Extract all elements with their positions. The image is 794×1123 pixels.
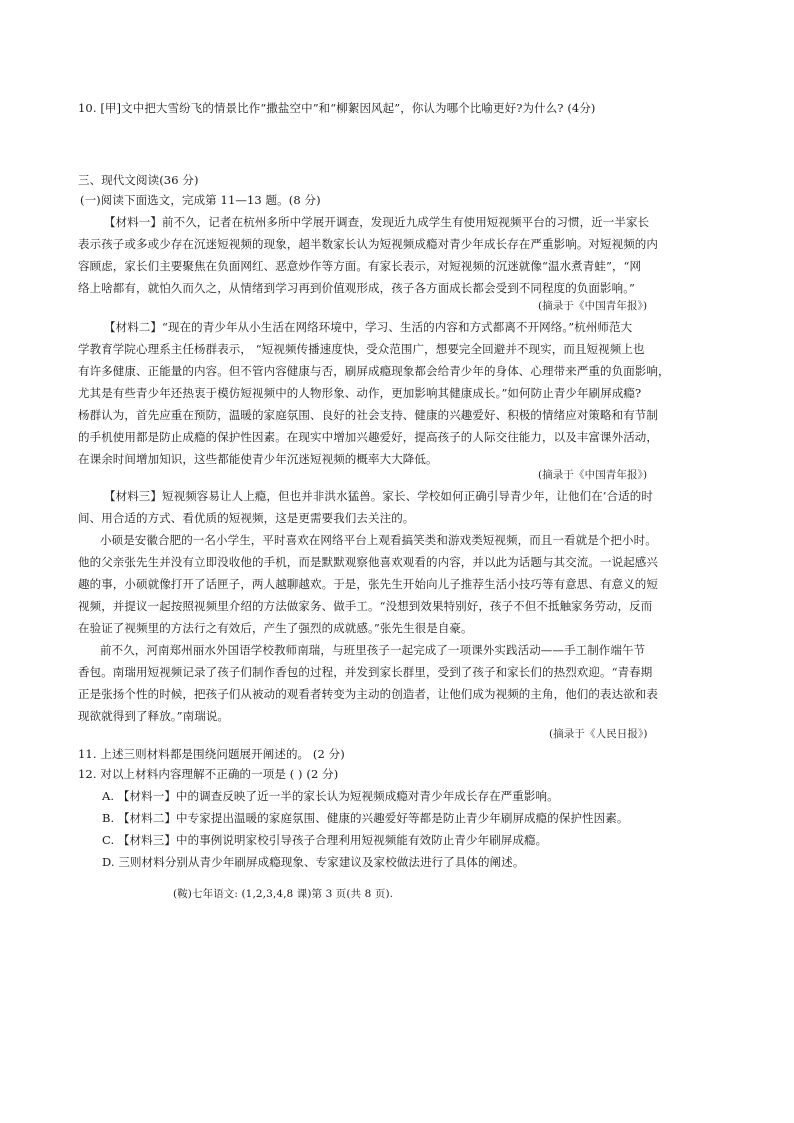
material-3-line: 【材料三】短视频容易让人上瘾，但也并非洪水猛兽。家长、学校如何正确引导青少年，让他们在’合适的时 xyxy=(104,489,653,503)
paragraph-line: 视频，并提议一起按照视频里介绍的方法做家务、做手工。“没想到效果特别好，孩子不但不抵触家务劳动，反而 xyxy=(78,599,653,613)
material-2-line: 杨群认为，首先应重在预防，温暖的家庭氛围、良好的社会支持、健康的兴趣爱好、积极的情绪应对策略和有节制 xyxy=(78,408,658,422)
material-3-line: 间、用合适的方式、看优质的短视频，这是更需要我们去关注的。 xyxy=(78,511,415,525)
sub-section-title: (一)阅读下面选文，完成第 11—13 题。(8 分) xyxy=(80,193,321,207)
material-1-line: 表示孩子或多或少存在沉迷短视频的现象，超半数家长认为短视频成瘾对青少年成长存在严重影响。对短视频的内 xyxy=(78,237,658,251)
option-c: C. 【材料三】中的事例说明家校引导孩子合理利用短视频能有效防止青少年刷屏成瘾。 xyxy=(102,833,548,847)
material-1-line: 络上啥都有，就怕久而久之，从情绪到学习再到价值观形成，孩子各方面成长都会受到不同程度的负面影响。” xyxy=(78,281,636,295)
option-d: D. 三则材料分别从青少年刷屏成瘾现象、专家建议及家校做法进行了具体的阐述。 xyxy=(102,855,525,869)
question-10: 10. [甲]文中把大雪纷飞的情景比作“撒盐空中”和“柳絮因风起”，你认为哪个比喻更好?为什么? (4分) xyxy=(78,101,596,115)
material-1-line: 容顾虑，家长们主要聚焦在负面网红、恶意炒作等方面。有家长表示，对短视频的沉迷就像“温水煮青蛙”，“网 xyxy=(78,259,642,273)
question-12: 12. 对以上材料内容理解不正确的一项是 ( ) (2 分) xyxy=(78,767,339,781)
paragraph-line: 香包。南瑞用短视频记录了孩子们制作香包的过程，并发到家长群里，受到了孩子和家长们的热烈欢迎。“青春期 xyxy=(78,665,653,679)
material-2-line: 【材料二】“现在的青少年从小生活在网络环境中，学习、生活的内容和方式都离不开网络。”杭州师范大 xyxy=(104,320,633,334)
material-2-line: 有许多健康、正能量的内容。但不管内容健康与否，刷屏成瘾现象都会给青少年的身体、心理带来严重的负面影响， xyxy=(78,364,670,378)
paragraph-line: 趣的事，小硕就像打开了话匣子，两人越聊越欢。于是，张先生开始向儿子推荐生活小技巧等有意思、有意义的短 xyxy=(78,577,658,591)
material-1-line: 【材料一】前不久，记者在杭州多所中学展开调查，发现近九成学生有使用短视频平台的习惯，近一半家长 xyxy=(104,215,650,229)
paragraph-line: 小硕是安徽合肥的一名小学生，平时喜欢在网络平台上观看搞笑类和游戏类短视频，而且一看就是个把小时。 xyxy=(100,533,657,547)
section-title: 三、现代文阅读(36 分) xyxy=(78,173,199,187)
paragraph-line: 在验证了视频里的方法行之有效后，产生了强烈的成就感。”张先生很是自豪。 xyxy=(78,621,473,635)
material-2-line: 在课余时间增加知识，这些都能使青少年沉迷短视频的概率大大降低。 xyxy=(78,452,438,466)
option-a: A. 【材料一】中的调查反映了近一半的家长认为短视频成瘾对青少年成长存在严重影响。 xyxy=(102,789,559,803)
material-2-line: 学教育学院心理系主任杨群表示， “短视频传播速度快，受众范围广，想要完全回避并不现实，而且短视频上也 xyxy=(78,342,645,356)
material-2-line: 的手机使用都是防止成瘾的保护性因素。在现实中增加兴趣爱好，提高孩子的人际交往能力，以及丰富课外活动， xyxy=(78,430,658,444)
source-citation: (摘录于《中国青年报》) xyxy=(538,300,648,312)
source-citation: (摘录于《中国青年报》) xyxy=(538,469,648,481)
material-2-line: 尤其是有些青少年还热衷于模仿短视频中的人物形象、动作，更加影响其健康成长。”如何防止青少年刷屏成瘾? xyxy=(78,386,642,400)
option-b: B. 【材料二】中专家提出温暖的家庭氛围、健康的兴趣爱好等都是防止青少年刷屏成瘾的保护性因素。 xyxy=(102,811,629,825)
paragraph-line: 正是张扬个性的时候，把孩子们从被动的观看者转变为主动的创造者，让他们成为视频的主角，他们的表达欲和表 xyxy=(78,687,658,701)
source-citation: (摘录于《人民日报》) xyxy=(549,728,648,740)
question-11: 11. 上述三则材料都是围绕问题展开阐述的。 (2 分) xyxy=(78,747,345,761)
paragraph-line: 现欲就得到了释放。”南瑞说。 xyxy=(78,709,230,723)
paragraph-line: 前不久，河南郑州丽水外国语学校教师南瑞，与班里孩子一起完成了一项课外实践活动——手工制作端午节 xyxy=(100,643,646,657)
page-footer: (鞍)七年语文: (1,2,3,4,8 课)第 3 页(共 8 页). xyxy=(173,888,394,900)
paragraph-line: 他的父亲张先生并没有立即没收他的手机，而是默默观察他喜欢观看的内容，并以此为话题与其交流。一说起感兴 xyxy=(78,555,658,569)
